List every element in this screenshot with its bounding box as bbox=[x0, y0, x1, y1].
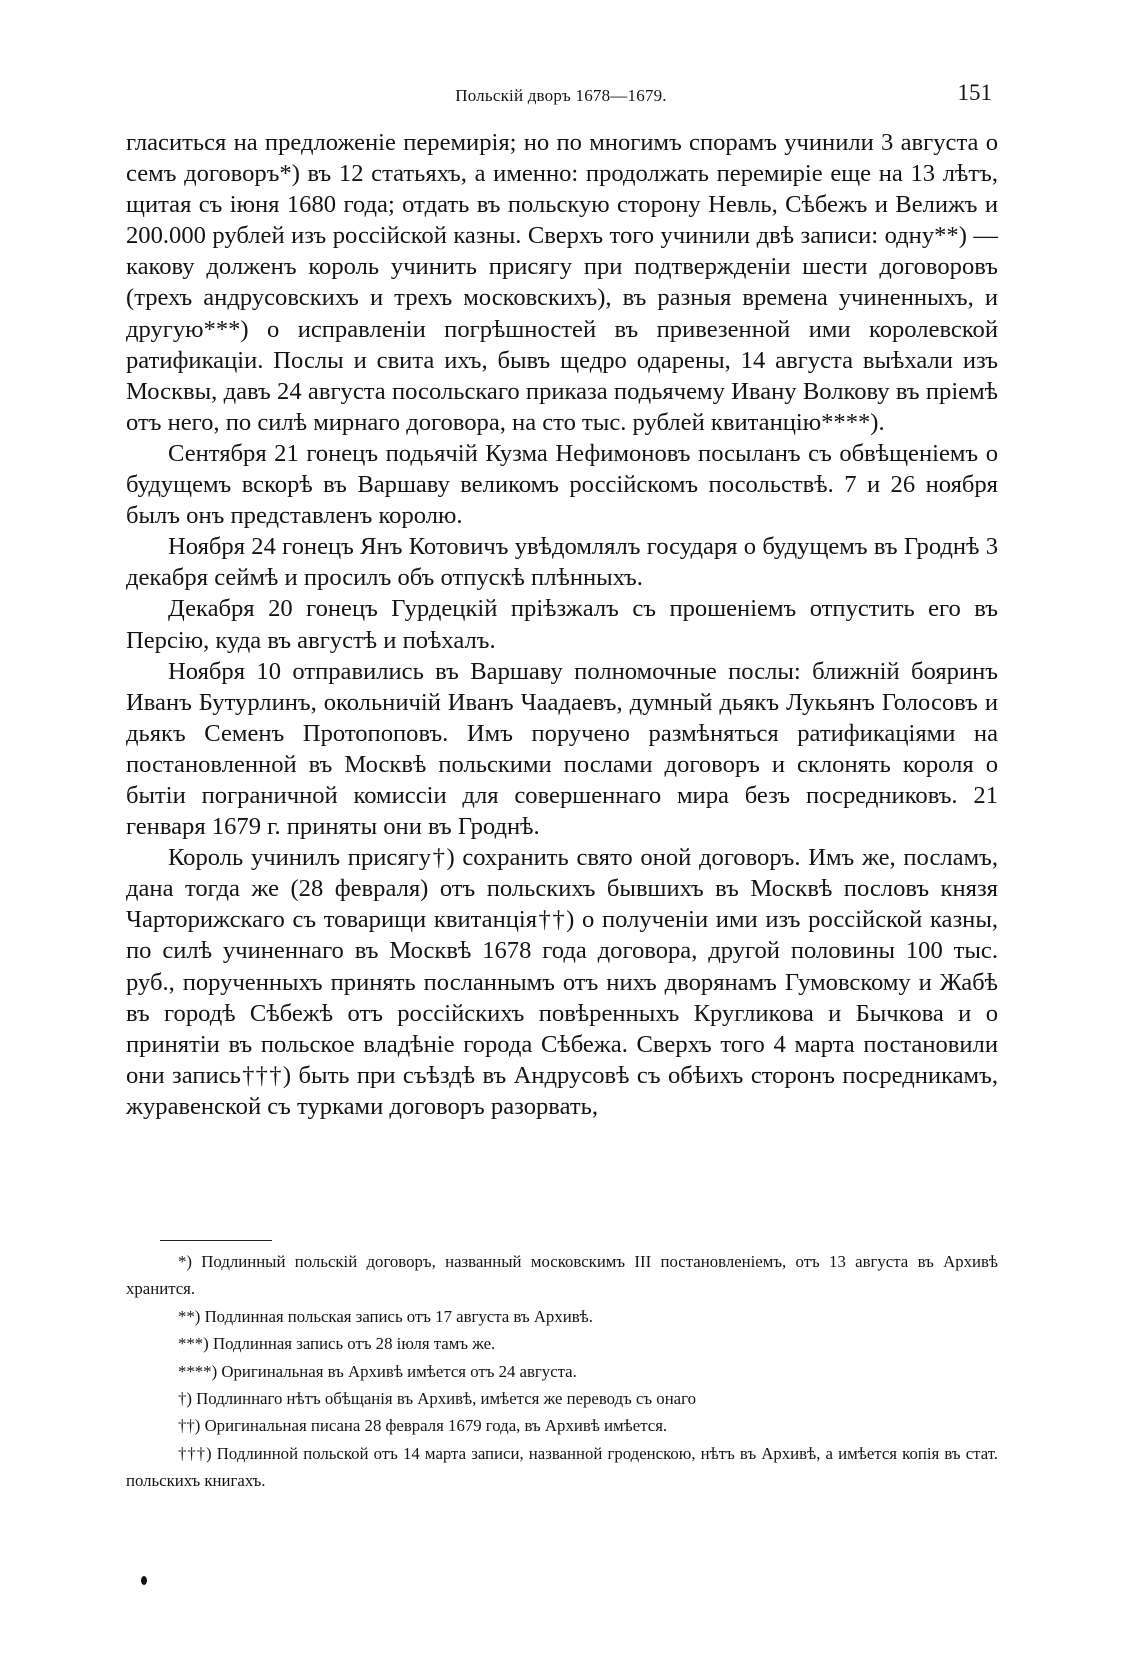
paragraph-3: Ноября 24 гонецъ Янъ Котовичъ увѣдомлялъ государя о будущемъ въ Гроднѣ 3 декабря сеймѣ и просилъ объ отпускѣ плѣнныхъ. bbox=[126, 533, 998, 592]
paragraph-4: Декабря 20 гонецъ Гурдецкій пріѣзжалъ съ прошеніемъ отпустить его въ Персію, куда въ августѣ и поѣхалъ. bbox=[126, 595, 998, 654]
paragraph-1: гласиться на предложеніе перемирія; но по многимъ спорамъ учинили 3 августа о семъ договоръ*) въ 12 статьяхъ, а именно: продолжать перемиріе еще на 13 лѣтъ, щитая съ іюня 1680 года; отдать въ польскую сторону Невль, Сѣбежъ и Велижъ и 200.000 рублей изъ россійской казны. Сверхъ того учинили двѣ записи: одну**) — какову долженъ король учинить присягу при подтвержденіи шести договоровъ (трехъ андрусовскихъ и трехъ московскихъ), въ разныя времена учиненныхъ, и другую***) о исправленіи погрѣшностей въ привезенной ими королевской ратификаціи. Послы и свита ихъ, бывъ щедро одарены, 14 августа выѣхали изъ Москвы, давъ 24 августа посольскаго приказа подьячему Ивану Волкову въ пріемѣ отъ него, по силѣ мирнаго договора, на сто тыс. рублей квитанцію****). bbox=[126, 129, 998, 436]
footnote-4: ****) Оригинальная въ Архивѣ имѣется отъ 24 августа. bbox=[178, 1361, 577, 1381]
paragraph-6: Король учинилъ присягу†) сохранить свято оной договоръ. Имъ же, посламъ, дана тогда же (28 февраля) отъ польскихъ бывшихъ въ Москвѣ пословъ князя Чарторижскаго съ товарищи квитанція††) о полученіи ими изъ россійской казны, по силѣ учиненнаго въ Москвѣ 1678 года договора, другой половины 100 тыс. руб., порученныхъ принять посланнымъ отъ нихъ дворянамъ Гумовскому и Жабѣ въ городѣ Сѣбежѣ отъ россійскихъ повѣренныхъ Кругликова и Бычкова и о принятіи въ польское владѣніе города Сѣбежа. Сверхъ того 4 марта постановили они запись†††) быть при съѣздѣ въ Андрусовѣ съ обѣихъ сторонъ посредникамъ, журавенской съ турками договоръ разорвать, bbox=[126, 844, 998, 1120]
running-title: Польскій дворъ 1678—1679. bbox=[455, 86, 667, 105]
footnote-6: ††) Оригинальная писана 28 февраля 1679 года, въ Архивѣ имѣется. bbox=[178, 1416, 668, 1436]
paragraph-5: Ноября 10 отправились въ Варшаву полномочные послы: ближній бояринъ Иванъ Бутурлинъ, окольничій Иванъ Чаадаевъ, думный дьякъ Лукьянъ Голосовъ и дьякъ Семенъ Протопоповъ. Имъ поручено размѣняться ратификаціями на постановленной въ Москвѣ польскими послами договоръ и склонять короля о бытіи пограничной комиссіи для совершеннаго мира безъ посредниковъ. 21 генваря 1679 г. приняты они въ Гроднѣ. bbox=[126, 657, 998, 841]
footnote-1: *) Подлинный польскій договоръ, названный московскимъ III постановленіемъ, отъ 13 августа въ Архивѣ хранится. bbox=[126, 1252, 998, 1299]
footnote-separator bbox=[160, 1240, 272, 1241]
footnotes bbox=[126, 1248, 998, 1495]
footnote-2: **) Подлинная польская запись отъ 17 августа въ Архивѣ. bbox=[178, 1306, 593, 1326]
footnote-3: ***) Подлинная запись отъ 28 іюля тамъ же. bbox=[178, 1334, 496, 1354]
page-number: 151 bbox=[957, 80, 992, 105]
footnote-5: †) Подлиннаго нѣтъ обѣщанія въ Архивѣ, имѣется же переводъ съ онаго bbox=[178, 1389, 696, 1409]
main-text bbox=[126, 127, 998, 1122]
paragraph-2: Сентября 21 гонецъ подьячій Кузма Нефимоновъ посыланъ съ обвѣщеніемъ о будущемъ вскорѣ въ Варшаву великомъ россійскомъ посольствѣ. 7 и 26 ноября былъ онъ представленъ королю. bbox=[126, 439, 998, 530]
ink-spot bbox=[141, 1576, 147, 1585]
footnote-7: †††) Подлинной польской отъ 14 марта записи, названной гроденскою, нѣтъ въ Архивѣ, а имѣется копія въ стат. польскихъ книгахъ. bbox=[126, 1443, 998, 1491]
page-header bbox=[126, 80, 996, 114]
